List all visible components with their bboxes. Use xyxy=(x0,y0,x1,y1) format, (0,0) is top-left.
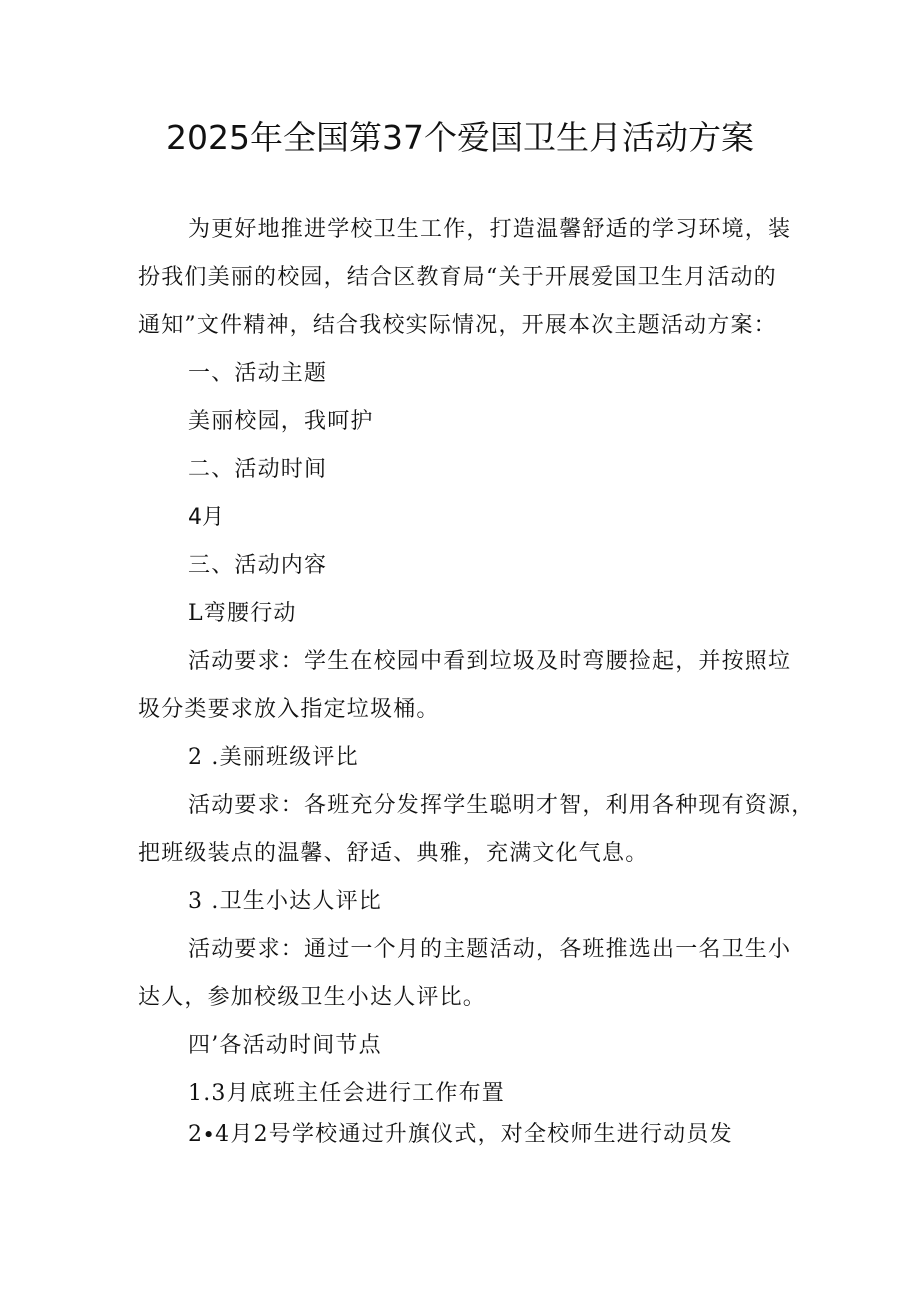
activity-2-title: 2 .美丽班级评比 xyxy=(188,745,359,770)
timeline-item-1: 1.3月底班主任会进行工作布置 xyxy=(188,1081,505,1106)
section-heading-content: 三、活动内容 xyxy=(188,553,328,578)
activity-1-requirement-line-1: 活动要求：学生在校园中看到垃圾及时弯腰捡起，并按照垃 xyxy=(188,649,792,674)
intro-line-2: 扮我们美丽的校园，结合区教育局“关于开展爱国卫生月活动的 xyxy=(138,265,777,290)
activity-1-title: L弯腰行动 xyxy=(188,601,297,626)
section-heading-theme: 一、活动主题 xyxy=(188,361,328,386)
section-content-theme: 美丽校园，我呵护 xyxy=(188,409,374,434)
section-heading-timeline: 四’各活动时间节点 xyxy=(188,1033,382,1058)
section-heading-time: 二、活动时间 xyxy=(188,457,328,482)
section-content-time: 4月 xyxy=(188,505,224,530)
timeline-item-2: 2∙4月2号学校通过升旗仪式，对全校师生进行动员发 xyxy=(188,1122,733,1147)
document-title: 2025年全国第37个爱国卫生月活动方案 xyxy=(166,118,754,157)
activity-2-requirement-line-1: 活动要求：各班充分发挥学生聪明才智，利用各种现有资源， xyxy=(188,793,815,818)
intro-line-3: 通知”文件精神，结合我校实际情况，开展本次主题活动方案： xyxy=(138,313,777,338)
intro-line-1: 为更好地推进学校卫生工作，打造温馨舒适的学习环境，装 xyxy=(188,217,792,242)
activity-2-requirement-line-2: 把班级装点的温馨、舒适、典雅，充满文化气息。 xyxy=(138,841,649,866)
activity-3-requirement-line-2: 达人，参加校级卫生小达人评比。 xyxy=(138,985,487,1010)
activity-3-title: 3 .卫生小达人评比 xyxy=(188,889,382,914)
activity-3-requirement-line-1: 活动要求：通过一个月的主题活动，各班推选出一名卫生小 xyxy=(188,937,792,962)
activity-1-requirement-line-2: 圾分类要求放入指定垃圾桶。 xyxy=(138,697,440,722)
